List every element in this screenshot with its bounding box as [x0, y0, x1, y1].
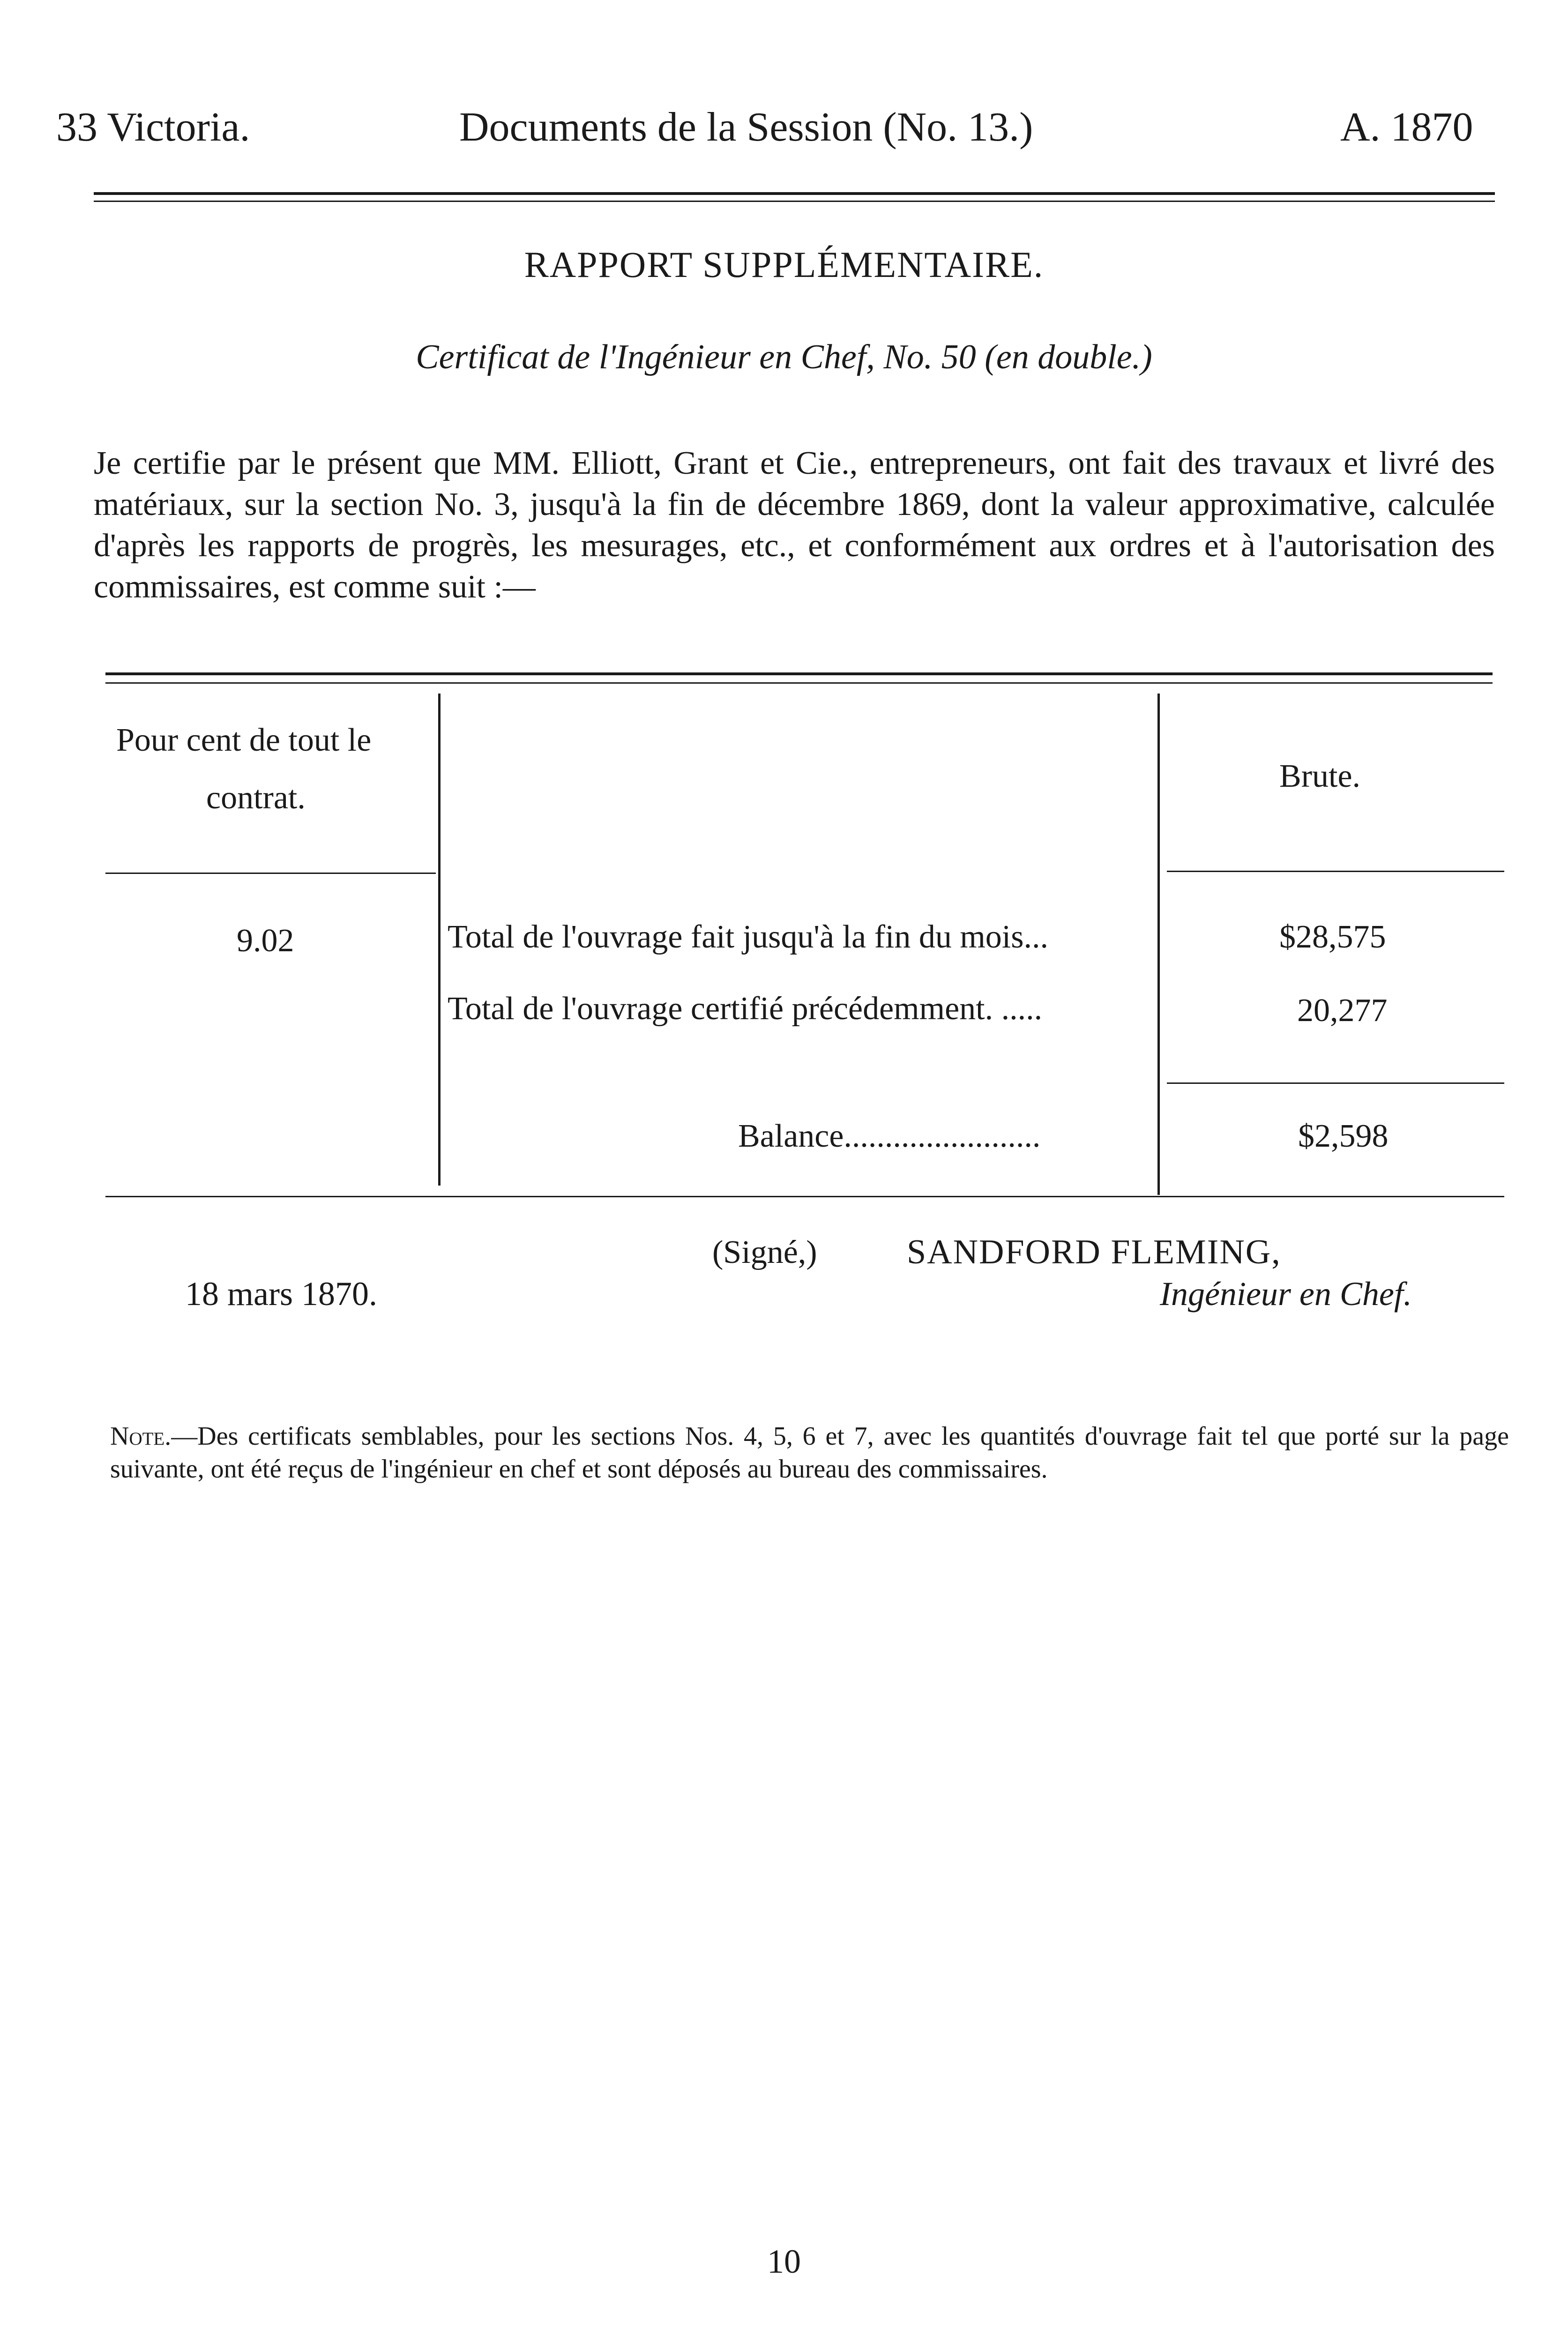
table-rule-bottom [105, 1196, 1504, 1197]
row1-amount: $28,575 [1279, 919, 1386, 955]
header-year: A. 1870 [1340, 104, 1473, 150]
column-divider-right [1157, 694, 1160, 1195]
row1-percent: 9.02 [237, 923, 294, 959]
header-percent-line2: contrat. [206, 780, 306, 816]
certification-paragraph: Je certifie par le présent que MM. Elliott, Grant et Cie., entrepreneurs, ont fait des travaux et livré des matériaux, sur la section No. 3, jusqu'à la fin de décembre 1869, dont la valeur approximative, calculée d'après les rapports de progrès, les mesurages, etc., et conformément aux ordres et à l'autorisation des commissaires, est comme suit :— [94, 445, 1495, 605]
row1-label: Total de l'ouvrage fait jusqu'à la fin du mois... [448, 919, 1048, 955]
signed-label: (Signé,) [712, 1234, 817, 1270]
row2-amount: 20,277 [1297, 992, 1388, 1029]
certificate-subtitle: Certificat de l'Ingénieur en Chef, No. 50 (en double.) [416, 338, 1152, 376]
balance-amount: $2,598 [1298, 1118, 1389, 1154]
page-number: 10 [767, 2243, 801, 2280]
note-label: Note. [110, 1422, 172, 1451]
balance-rule [1167, 1082, 1504, 1084]
header-rule-top [94, 192, 1495, 195]
report-title: RAPPORT SUPPLÉMENTAIRE. [524, 244, 1044, 285]
header-document-title: Documents de la Session (No. 13.) [459, 104, 1033, 150]
table-rule-top [105, 672, 1493, 675]
header-gross: Brute. [1279, 758, 1361, 794]
row2-label: Total de l'ouvrage certifié précédemment. ..... [448, 991, 1043, 1027]
table-rule-top-thin [105, 682, 1493, 684]
header-rule-percent [105, 873, 436, 874]
header-rule-gross [1167, 871, 1504, 872]
column-divider-left [438, 694, 441, 1186]
header-percent-line1: Pour cent de tout le [116, 722, 372, 758]
header-session-year: 33 Victoria. [56, 104, 250, 150]
note-text: —Des certificats semblables, pour les sections Nos. 4, 5, 6 et 7, avec les quantités d'ouvrage fait tel que porté sur la page suivante, ont été reçus de l'ingénieur en chef et sont déposés au bureau des commissaires. [110, 1422, 1509, 1484]
header-rule-bottom [94, 201, 1495, 202]
date: 18 mars 1870. [185, 1275, 377, 1313]
signatory-name: SANDFORD FLEMING, [907, 1233, 1281, 1271]
signatory-role: Ingénieur en Chef. [1160, 1275, 1412, 1313]
balance-label: Balance........................ [738, 1118, 1041, 1154]
note [110, 1420, 1509, 1485]
